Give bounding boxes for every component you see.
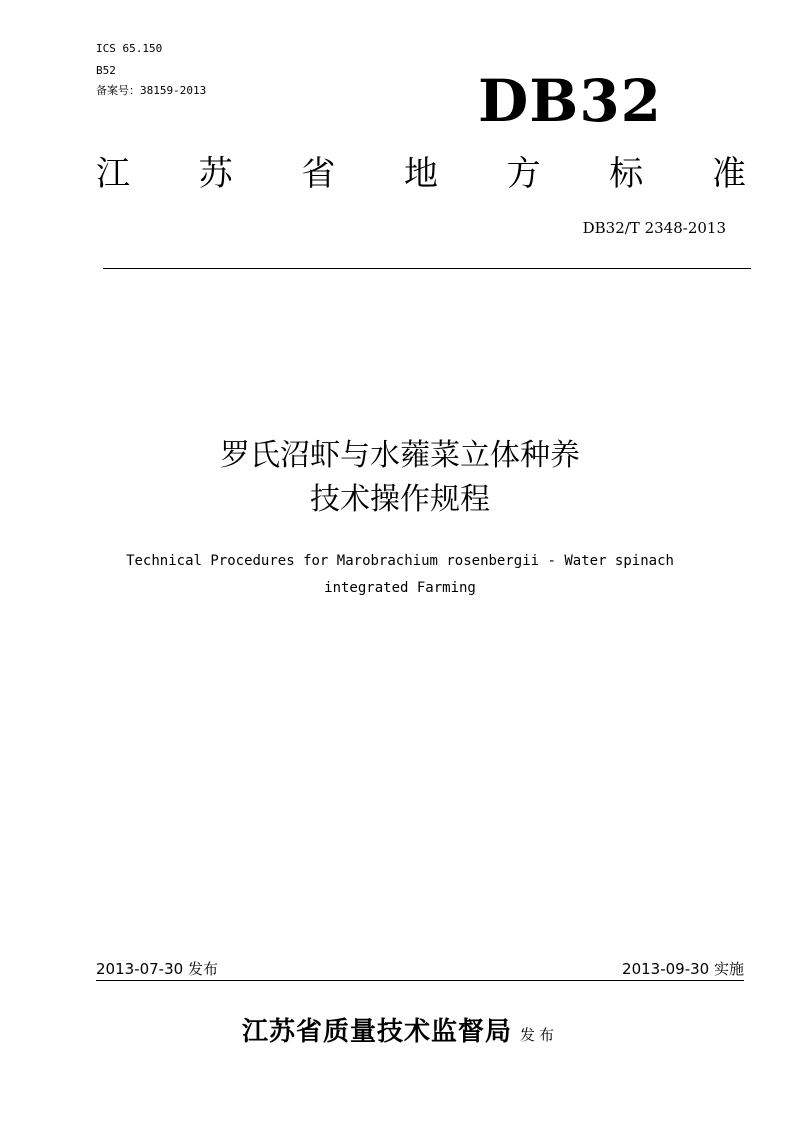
title-cn-line-1: 罗氏沼虾与水蕹菜立体种养	[220, 438, 580, 473]
title-en-line-1: Technical Procedures for Marobrachium rosenbergii - Water spinach	[126, 553, 674, 569]
title-cn-line-2: 技术操作规程	[310, 482, 490, 517]
issuer-action: 发布	[520, 1026, 559, 1044]
issuer-line	[100, 1012, 700, 1055]
standard-number: DB32/T 2348-2013	[582, 219, 726, 237]
standard-type-char: 省	[301, 154, 336, 194]
release-date: 2013-07-30 发布	[96, 960, 218, 978]
standard-type-char: 准	[711, 154, 746, 194]
standard-type-char: 地	[403, 154, 438, 194]
title-en-line-2: integrated Farming	[324, 580, 476, 596]
issuer-name: 江苏省质量技术监督局	[241, 1017, 512, 1047]
standard-type-char: 方	[506, 154, 541, 194]
implementation-date: 2013-09-30 实施	[622, 960, 744, 978]
ics-code: ICS 65.150	[96, 42, 163, 55]
standard-code-logo: DB32	[478, 67, 663, 135]
standard-type-heading	[96, 152, 746, 196]
standard-type-char: 标	[609, 154, 644, 194]
bottom-divider	[96, 980, 744, 981]
ccs-code: B52	[96, 64, 116, 77]
filing-number: 备案号：38159-2013	[96, 84, 207, 97]
standard-type-char: 江	[96, 154, 130, 194]
top-divider	[103, 268, 751, 269]
standard-type-char: 苏	[198, 154, 233, 194]
